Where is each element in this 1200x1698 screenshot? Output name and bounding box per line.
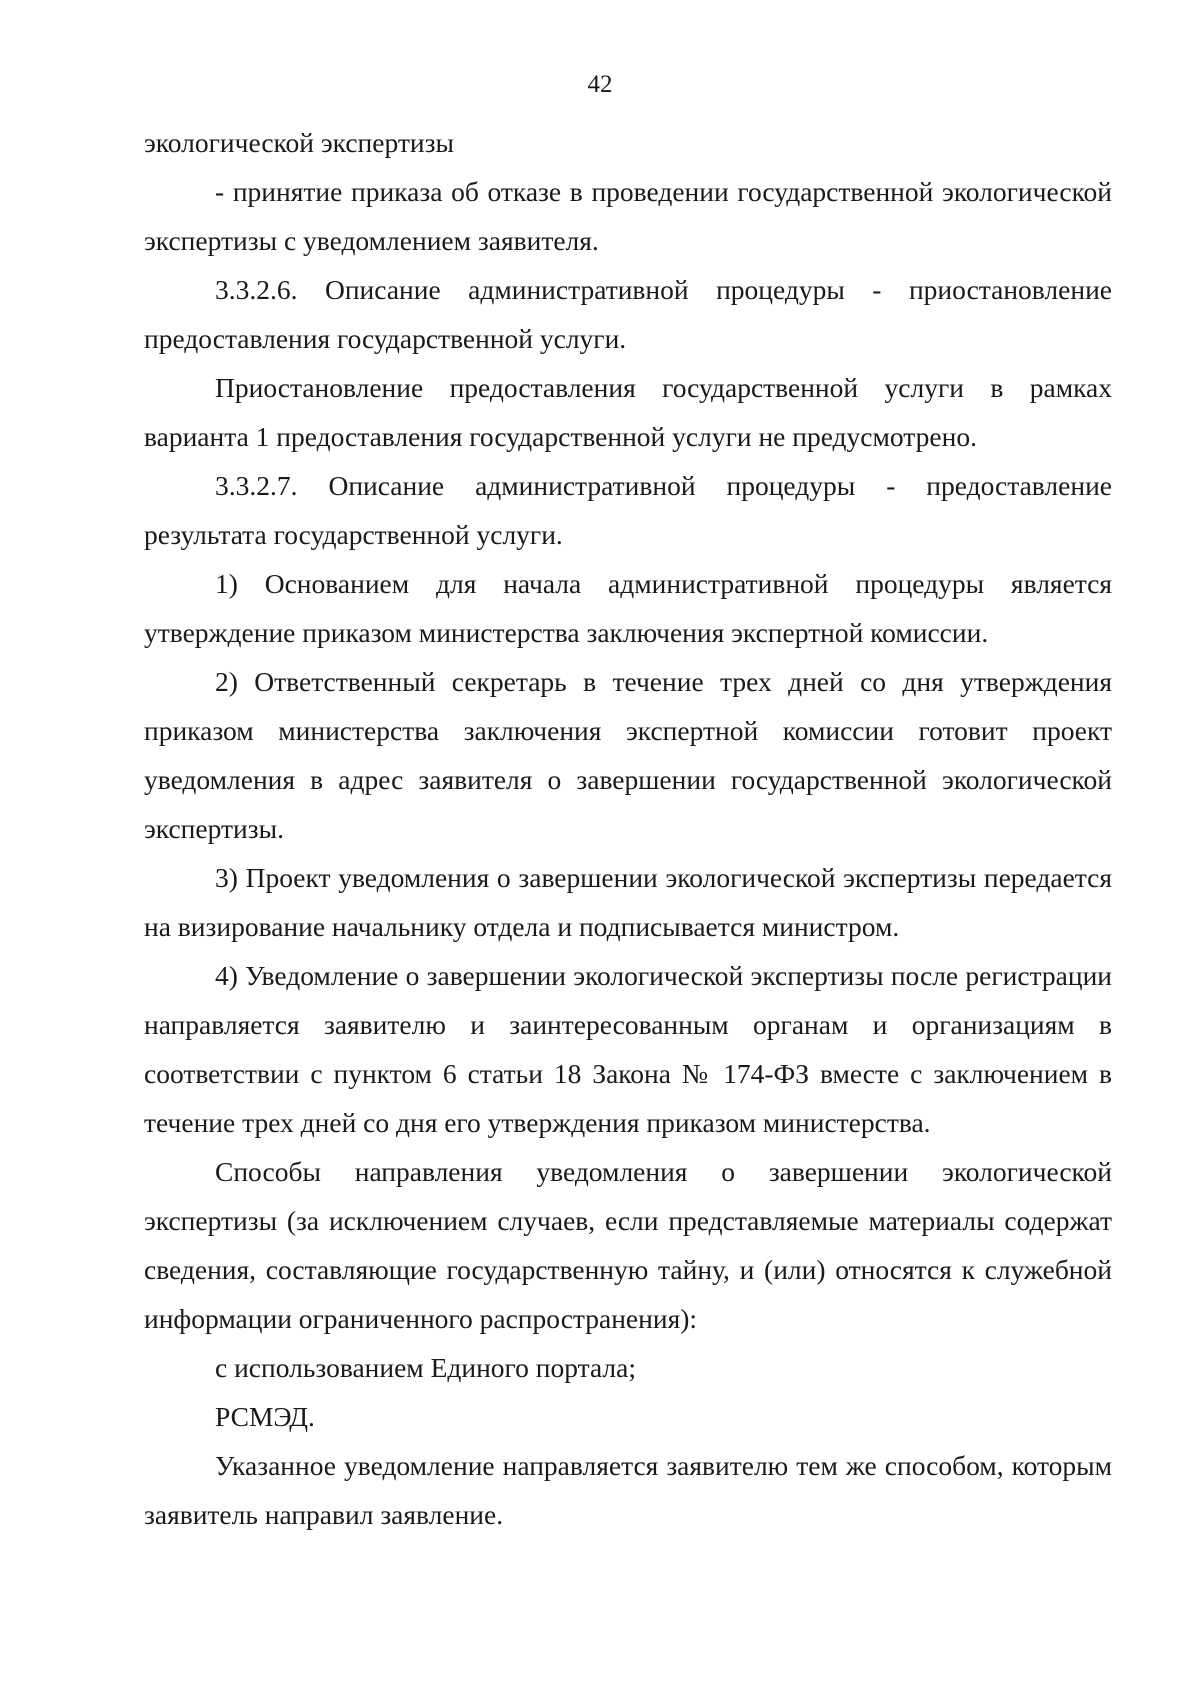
paragraph-method-portal: с использованием Единого портала; (215, 1352, 636, 1383)
paragraph-item-2: 2) Ответственный секретарь в течение трех дней со дня утверждения приказом министерства заключения экспертной комиссии готовит проект уведомления в адрес заявителя о завершении государственной экологической экспертизы. (144, 666, 1112, 844)
paragraph-item-3: 3) Проект уведомления о завершении экологической экспертизы передается на визирование начальнику отдела и подписывается министром. (144, 862, 1112, 942)
document-body (144, 118, 1112, 1539)
paragraph-section-3-3-2-6: 3.3.2.6. Описание административной процедуры - приостановление предоставления государственной услуги. (144, 274, 1112, 354)
page-number: 42 (587, 71, 613, 98)
paragraph-method-rsmed: РСМЭД. (215, 1401, 315, 1432)
paragraph-section-3-3-2-7: 3.3.2.7. Описание административной процедуры - предоставление результата государственной услуги. (144, 470, 1112, 550)
paragraph-item-4: 4) Уведомление о завершении экологической экспертизы после регистрации направляется заявителю и заинтересованным органам и организациям в соответствии с пунктом 6 статьи 18 Закона № 174-ФЗ вместе с заключением в течение трех дней со дня его утверждения приказом министерства. (144, 960, 1112, 1138)
paragraph-item-1: 1) Основанием для начала административной процедуры является утверждение приказом министерства заключения экспертной комиссии. (144, 568, 1112, 648)
paragraph-notification-methods: Способы направления уведомления о завершении экологической экспертизы (за исключением случаев, если представляемые материалы содержат сведения, составляющие государственную тайну, и (или) относятся к служебной информации ограниченного распространения): (144, 1156, 1112, 1334)
paragraph-same-method: Указанное уведомление направляется заявителю тем же способом, которым заявитель направил заявление. (144, 1450, 1112, 1530)
paragraph-continuation: экологической экспертизы (144, 127, 454, 158)
paragraph-refusal-order: - принятие приказа об отказе в проведении государственной экологической экспертизы с уведомлением заявителя. (144, 176, 1112, 256)
paragraph-suspension-not-provided: Приостановление предоставления государственной услуги в рамках варианта 1 предоставления государственной услуги не предусмотрено. (144, 372, 1112, 452)
